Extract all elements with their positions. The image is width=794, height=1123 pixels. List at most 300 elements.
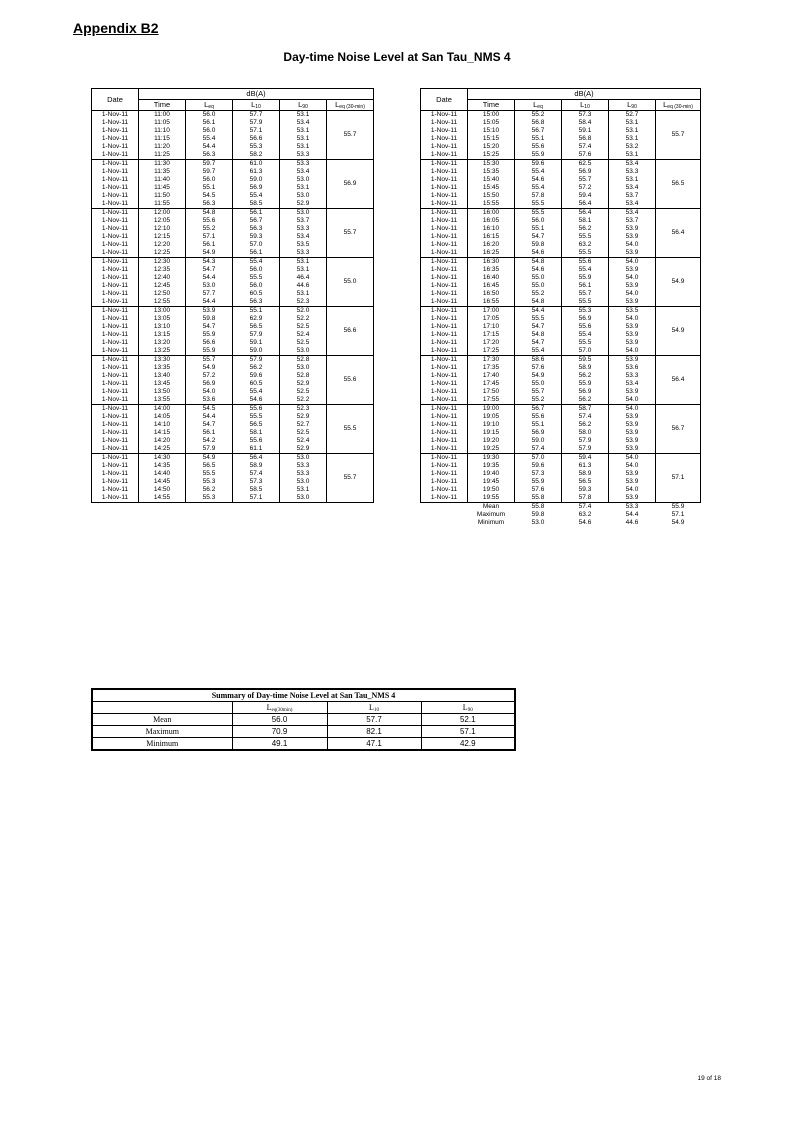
l90-cell: 53.4 bbox=[280, 168, 327, 176]
l90-cell: 52.0 bbox=[280, 307, 327, 316]
l90-cell: 54.0 bbox=[609, 290, 656, 298]
leq30-cell: 55.7 bbox=[656, 111, 701, 160]
leq30-cell: 55.7 bbox=[327, 454, 374, 503]
time-cell: 14:55 bbox=[139, 494, 186, 503]
leq-cell: 55.9 bbox=[515, 478, 562, 486]
leq-cell: 54.6 bbox=[515, 176, 562, 184]
leq-cell: 55.7 bbox=[186, 356, 233, 365]
l90-cell: 53.7 bbox=[609, 217, 656, 225]
leq30-cell: 55.5 bbox=[327, 405, 374, 454]
l90-cell: 52.9 bbox=[280, 445, 327, 454]
table-row bbox=[421, 356, 701, 365]
l10-cell: 57.1 bbox=[233, 494, 280, 503]
leq-cell: 55.3 bbox=[186, 494, 233, 503]
l10-cell: 56.9 bbox=[233, 184, 280, 192]
date-cell: 1-Nov-11 bbox=[421, 454, 468, 463]
l10-header: $L_{10}$ bbox=[562, 100, 609, 111]
leq-cell: 56.1 bbox=[186, 429, 233, 437]
l10-cell: 55.6 bbox=[233, 437, 280, 445]
date-cell: 1-Nov-11 bbox=[421, 388, 468, 396]
leq-cell: 54.7 bbox=[515, 339, 562, 347]
time-cell: 11:30 bbox=[139, 160, 186, 169]
l90-cell: 53.4 bbox=[609, 200, 656, 209]
l90-cell: 53.0 bbox=[280, 209, 327, 218]
time-cell: 16:30 bbox=[468, 258, 515, 267]
date-cell: 1-Nov-11 bbox=[92, 494, 139, 503]
leq-cell: 56.0 bbox=[515, 217, 562, 225]
l90-cell: 53.9 bbox=[609, 331, 656, 339]
leq-cell: 55.9 bbox=[186, 347, 233, 356]
date-cell: 1-Nov-11 bbox=[421, 192, 468, 200]
leq-cell: 56.1 bbox=[186, 119, 233, 127]
l10-cell: 59.1 bbox=[233, 339, 280, 347]
leq-cell: 54.7 bbox=[515, 233, 562, 241]
date-cell: 1-Nov-11 bbox=[421, 111, 468, 120]
l10-cell: 59.4 bbox=[562, 192, 609, 200]
time-cell: 17:35 bbox=[468, 364, 515, 372]
l10-cell: 61.0 bbox=[233, 160, 280, 169]
stats-row bbox=[421, 511, 701, 519]
l10-cell: 58.5 bbox=[233, 486, 280, 494]
l10-cell: 57.4 bbox=[562, 143, 609, 151]
time-cell: 15:00 bbox=[468, 111, 515, 120]
leq-cell: 57.7 bbox=[186, 290, 233, 298]
date-cell: 1-Nov-11 bbox=[92, 331, 139, 339]
leq-cell: 58.6 bbox=[515, 356, 562, 365]
summary-value: 49.1 bbox=[232, 738, 327, 751]
date-cell: 1-Nov-11 bbox=[92, 127, 139, 135]
summary-value: 47.1 bbox=[327, 738, 421, 751]
table-row bbox=[421, 258, 701, 267]
summary-value: 70.9 bbox=[232, 726, 327, 738]
time-cell: 19:45 bbox=[468, 478, 515, 486]
time-cell: 15:30 bbox=[468, 160, 515, 169]
l10-cell: 55.7 bbox=[562, 176, 609, 184]
l10-cell: 56.0 bbox=[233, 266, 280, 274]
leq-cell: 54.5 bbox=[186, 192, 233, 200]
summary-row-minimum bbox=[92, 738, 515, 751]
l90-cell: 52.7 bbox=[609, 111, 656, 120]
date-cell: 1-Nov-11 bbox=[421, 225, 468, 233]
leq-cell: 57.1 bbox=[186, 233, 233, 241]
time-cell: 14:00 bbox=[139, 405, 186, 414]
time-cell: 12:15 bbox=[139, 233, 186, 241]
date-cell: 1-Nov-11 bbox=[92, 307, 139, 316]
date-cell: 1-Nov-11 bbox=[421, 347, 468, 356]
l10-cell: 60.5 bbox=[233, 380, 280, 388]
l10-cell: 59.0 bbox=[233, 176, 280, 184]
time-cell: 13:40 bbox=[139, 372, 186, 380]
date-cell: 1-Nov-11 bbox=[92, 209, 139, 218]
l10-cell: 61.1 bbox=[233, 445, 280, 454]
l90-cell: 53.2 bbox=[609, 143, 656, 151]
leq-cell: 56.6 bbox=[186, 339, 233, 347]
table-row bbox=[421, 405, 701, 414]
l10-cell: 57.9 bbox=[233, 119, 280, 127]
l90-cell: 53.3 bbox=[280, 462, 327, 470]
l10-cell: 54.6 bbox=[233, 396, 280, 405]
leq-cell: 54.7 bbox=[186, 421, 233, 429]
summary-title: Summary of Day-time Noise Level at San Tau_NMS 4 bbox=[92, 689, 515, 702]
l90-cell: 44.6 bbox=[280, 282, 327, 290]
leq-cell: 57.3 bbox=[515, 470, 562, 478]
l10-cell: 57.9 bbox=[562, 445, 609, 454]
l90-cell: 54.0 bbox=[609, 241, 656, 249]
l10-cell: 59.3 bbox=[233, 233, 280, 241]
time-cell: 14:10 bbox=[139, 421, 186, 429]
date-cell: 1-Nov-11 bbox=[421, 143, 468, 151]
time-cell: 12:10 bbox=[139, 225, 186, 233]
l10-cell: 55.5 bbox=[562, 298, 609, 307]
l10-cell: 57.9 bbox=[233, 356, 280, 365]
leq-cell: 55.0 bbox=[515, 274, 562, 282]
leq-cell: 56.0 bbox=[186, 111, 233, 120]
summary-value: 57.1 bbox=[421, 726, 515, 738]
date-cell: 1-Nov-11 bbox=[92, 445, 139, 454]
leq-cell: 56.2 bbox=[186, 486, 233, 494]
leq-cell: 56.3 bbox=[186, 151, 233, 160]
l90-cell: 54.0 bbox=[609, 396, 656, 405]
l10-cell: 61.3 bbox=[562, 462, 609, 470]
date-cell: 1-Nov-11 bbox=[92, 119, 139, 127]
time-cell: 15:50 bbox=[468, 192, 515, 200]
leq-cell: 55.9 bbox=[186, 331, 233, 339]
l10-cell: 56.6 bbox=[233, 135, 280, 143]
date-cell: 1-Nov-11 bbox=[421, 217, 468, 225]
leq-cell: 55.2 bbox=[515, 396, 562, 405]
time-cell: 12:00 bbox=[139, 209, 186, 218]
page-number: 19 of 18 bbox=[697, 1075, 721, 1082]
l90-cell: 53.3 bbox=[280, 151, 327, 160]
time-cell: 13:05 bbox=[139, 315, 186, 323]
l10-cell: 55.3 bbox=[233, 143, 280, 151]
l90-cell: 53.1 bbox=[609, 135, 656, 143]
time-cell: 17:25 bbox=[468, 347, 515, 356]
time-cell: 11:10 bbox=[139, 127, 186, 135]
leq-cell: 59.8 bbox=[186, 315, 233, 323]
leq-cell: 56.1 bbox=[186, 241, 233, 249]
l90-cell: 52.4 bbox=[280, 331, 327, 339]
leq-cell: 54.4 bbox=[186, 413, 233, 421]
l90-cell: 53.9 bbox=[609, 470, 656, 478]
time-cell: 13:35 bbox=[139, 364, 186, 372]
l90-cell: 53.9 bbox=[609, 494, 656, 503]
leq-cell: 57.2 bbox=[186, 372, 233, 380]
date-cell: 1-Nov-11 bbox=[421, 151, 468, 160]
l10-cell: 57.1 bbox=[233, 127, 280, 135]
date-cell: 1-Nov-11 bbox=[421, 429, 468, 437]
l90-cell: 53.0 bbox=[280, 192, 327, 200]
leq-cell: 59.6 bbox=[515, 462, 562, 470]
l10-cell: 57.6 bbox=[562, 151, 609, 160]
l10-cell: 57.7 bbox=[233, 111, 280, 120]
leq30-cell: 55.0 bbox=[327, 258, 374, 307]
leq-cell: 57.0 bbox=[515, 454, 562, 463]
leq-cell: 55.0 bbox=[515, 380, 562, 388]
time-cell: 14:05 bbox=[139, 413, 186, 421]
right-noise-table bbox=[420, 88, 701, 527]
leq-cell: 55.1 bbox=[515, 225, 562, 233]
date-cell: 1-Nov-11 bbox=[421, 494, 468, 503]
summary-value: 57.7 bbox=[327, 714, 421, 726]
l90-cell: 53.9 bbox=[609, 388, 656, 396]
date-cell: 1-Nov-11 bbox=[421, 241, 468, 249]
l10-cell: 57.9 bbox=[562, 437, 609, 445]
l90-cell: 53.1 bbox=[280, 266, 327, 274]
date-cell: 1-Nov-11 bbox=[92, 323, 139, 331]
date-cell: 1-Nov-11 bbox=[421, 168, 468, 176]
date-cell: 1-Nov-11 bbox=[421, 119, 468, 127]
l10-cell: 55.3 bbox=[562, 307, 609, 316]
time-cell: 12:25 bbox=[139, 249, 186, 258]
time-cell: 11:35 bbox=[139, 168, 186, 176]
date-cell: 1-Nov-11 bbox=[421, 470, 468, 478]
l10-cell: 56.3 bbox=[233, 298, 280, 307]
l90-cell: 53.9 bbox=[609, 413, 656, 421]
leq-cell: 55.5 bbox=[515, 315, 562, 323]
time-cell: 13:10 bbox=[139, 323, 186, 331]
leq-header: $L_{eq}$ bbox=[515, 100, 562, 111]
date-cell: 1-Nov-11 bbox=[92, 298, 139, 307]
date-cell: 1-Nov-11 bbox=[92, 241, 139, 249]
leq30-cell: 56.7 bbox=[656, 405, 701, 454]
date-cell: 1-Nov-11 bbox=[92, 388, 139, 396]
time-cell: 15:20 bbox=[468, 143, 515, 151]
time-cell: 12:05 bbox=[139, 217, 186, 225]
l90-cell: 53.9 bbox=[609, 225, 656, 233]
table-row bbox=[92, 356, 374, 365]
leq-cell: 54.0 bbox=[186, 388, 233, 396]
date-cell: 1-Nov-11 bbox=[421, 160, 468, 169]
l90-cell: 54.0 bbox=[609, 462, 656, 470]
summary-label: Mean bbox=[92, 714, 232, 726]
time-cell: 19:10 bbox=[468, 421, 515, 429]
leq-cell: 54.8 bbox=[186, 209, 233, 218]
l90-cell: 53.1 bbox=[609, 119, 656, 127]
l10-cell: 56.2 bbox=[562, 396, 609, 405]
date-cell: 1-Nov-11 bbox=[92, 200, 139, 209]
leq-cell: 56.9 bbox=[515, 429, 562, 437]
l90-cell: 53.4 bbox=[609, 184, 656, 192]
date-cell: 1-Nov-11 bbox=[421, 176, 468, 184]
time-cell: 11:00 bbox=[139, 111, 186, 120]
l90-cell: 53.9 bbox=[609, 478, 656, 486]
leq-cell: 55.1 bbox=[515, 421, 562, 429]
stats-label: Maximum bbox=[476, 511, 506, 518]
time-cell: 12:30 bbox=[139, 258, 186, 267]
time-cell: 16:10 bbox=[468, 225, 515, 233]
leq-cell: 53.0 bbox=[186, 282, 233, 290]
l10-cell: 55.9 bbox=[562, 274, 609, 282]
leq-cell: 55.2 bbox=[515, 290, 562, 298]
time-cell: 12:45 bbox=[139, 282, 186, 290]
leq-cell: 57.6 bbox=[515, 486, 562, 494]
l90-cell: 53.0 bbox=[280, 347, 327, 356]
date-cell: 1-Nov-11 bbox=[421, 200, 468, 209]
l90-cell: 52.9 bbox=[280, 200, 327, 209]
l10-cell: 55.5 bbox=[562, 233, 609, 241]
time-cell: 15:15 bbox=[468, 135, 515, 143]
l90-cell: 53.7 bbox=[609, 192, 656, 200]
leq-cell: 54.4 bbox=[186, 143, 233, 151]
leq-cell: 55.4 bbox=[186, 135, 233, 143]
time-cell: 14:30 bbox=[139, 454, 186, 463]
l90-cell: 52.8 bbox=[280, 372, 327, 380]
leq30-cell: 56.4 bbox=[656, 356, 701, 405]
l90-cell: 53.3 bbox=[609, 168, 656, 176]
summary-label: Minimum bbox=[92, 738, 232, 751]
time-cell: 16:05 bbox=[468, 217, 515, 225]
summary-value: 52.1 bbox=[421, 714, 515, 726]
leq-cell: 54.9 bbox=[186, 364, 233, 372]
time-cell: 16:50 bbox=[468, 290, 515, 298]
leq-cell: 54.2 bbox=[186, 437, 233, 445]
time-cell: 17:20 bbox=[468, 339, 515, 347]
l10-cell: 56.0 bbox=[233, 282, 280, 290]
l10-cell: 55.9 bbox=[562, 380, 609, 388]
time-cell: 19:25 bbox=[468, 445, 515, 454]
date-cell: 1-Nov-11 bbox=[421, 413, 468, 421]
l90-cell: 53.9 bbox=[609, 323, 656, 331]
stats-row bbox=[421, 519, 701, 527]
l10-cell: 59.6 bbox=[233, 372, 280, 380]
table-row bbox=[92, 405, 374, 414]
leq-cell: 56.7 bbox=[515, 127, 562, 135]
leq-cell: 56.5 bbox=[186, 462, 233, 470]
date-cell: 1-Nov-11 bbox=[92, 380, 139, 388]
date-cell: 1-Nov-11 bbox=[92, 478, 139, 486]
l90-cell: 52.2 bbox=[280, 396, 327, 405]
stats-empty bbox=[421, 511, 468, 519]
l90-cell: 52.2 bbox=[280, 315, 327, 323]
time-cell: 14:20 bbox=[139, 437, 186, 445]
l90-cell: 53.9 bbox=[609, 249, 656, 258]
stats-empty bbox=[421, 519, 468, 527]
time-cell: 13:55 bbox=[139, 396, 186, 405]
time-cell: 19:50 bbox=[468, 486, 515, 494]
leq-cell: 57.9 bbox=[186, 445, 233, 454]
date-cell: 1-Nov-11 bbox=[92, 111, 139, 120]
leq-cell: 57.6 bbox=[515, 364, 562, 372]
leq-cell: 54.9 bbox=[186, 249, 233, 258]
date-cell: 1-Nov-11 bbox=[92, 347, 139, 356]
leq30-cell: 55.7 bbox=[327, 209, 374, 258]
date-cell: 1-Nov-11 bbox=[92, 143, 139, 151]
l10-cell: 56.8 bbox=[562, 135, 609, 143]
date-cell: 1-Nov-11 bbox=[92, 454, 139, 463]
dba-header: dB(A) bbox=[468, 89, 701, 100]
leq-cell: 54.7 bbox=[186, 323, 233, 331]
summary-header-leq: $L_{eq(30min)}$ bbox=[232, 702, 327, 714]
leq-cell: 57.4 bbox=[515, 445, 562, 454]
summary-row-mean bbox=[92, 714, 515, 726]
time-cell: 11:15 bbox=[139, 135, 186, 143]
leq30-cell: 56.5 bbox=[656, 160, 701, 209]
time-cell: 13:30 bbox=[139, 356, 186, 365]
leq30-cell: 57.1 bbox=[656, 454, 701, 503]
leq-cell: 55.1 bbox=[186, 184, 233, 192]
date-cell: 1-Nov-11 bbox=[421, 396, 468, 405]
summary-corner bbox=[92, 702, 232, 714]
l10-cell: 57.4 bbox=[233, 470, 280, 478]
date-cell: 1-Nov-11 bbox=[92, 266, 139, 274]
date-cell: 1-Nov-11 bbox=[92, 176, 139, 184]
l10-cell: 59.3 bbox=[562, 486, 609, 494]
l90-cell: 53.0 bbox=[280, 454, 327, 463]
date-header: Date bbox=[92, 89, 139, 111]
date-header: Date bbox=[421, 89, 468, 111]
time-cell: 17:55 bbox=[468, 396, 515, 405]
stats-value: 57.1 bbox=[671, 511, 685, 518]
l10-cell: 56.2 bbox=[233, 364, 280, 372]
time-cell: 19:20 bbox=[468, 437, 515, 445]
time-cell: 17:45 bbox=[468, 380, 515, 388]
l10-cell: 62.5 bbox=[562, 160, 609, 169]
date-cell: 1-Nov-11 bbox=[421, 127, 468, 135]
l90-header: $L_{90}$ bbox=[280, 100, 327, 111]
l90-cell: 53.1 bbox=[280, 135, 327, 143]
time-cell: 11:40 bbox=[139, 176, 186, 184]
l10-cell: 58.9 bbox=[233, 462, 280, 470]
l10-cell: 59.0 bbox=[233, 347, 280, 356]
summary-label: Maximum bbox=[92, 726, 232, 738]
l90-cell: 53.3 bbox=[280, 249, 327, 258]
time-cell: 12:55 bbox=[139, 298, 186, 307]
stats-value: 57.4 bbox=[578, 503, 592, 510]
time-cell: 17:05 bbox=[468, 315, 515, 323]
date-cell: 1-Nov-11 bbox=[421, 380, 468, 388]
table-row bbox=[421, 111, 701, 120]
l10-cell: 55.5 bbox=[562, 249, 609, 258]
l90-cell: 53.0 bbox=[280, 176, 327, 184]
l90-cell: 53.6 bbox=[609, 364, 656, 372]
l90-cell: 52.5 bbox=[280, 429, 327, 437]
leq-cell: 59.0 bbox=[515, 437, 562, 445]
leq-cell: 59.8 bbox=[515, 241, 562, 249]
time-cell: 17:50 bbox=[468, 388, 515, 396]
page-title: Day-time Noise Level at San Tau_NMS 4 bbox=[283, 50, 511, 64]
time-cell: 15:40 bbox=[468, 176, 515, 184]
l90-cell: 52.7 bbox=[280, 421, 327, 429]
l10-cell: 58.2 bbox=[233, 151, 280, 160]
date-cell: 1-Nov-11 bbox=[92, 290, 139, 298]
stats-value: 54.9 bbox=[671, 519, 685, 526]
date-cell: 1-Nov-11 bbox=[421, 331, 468, 339]
time-cell: 16:45 bbox=[468, 282, 515, 290]
table-row bbox=[92, 209, 374, 218]
l10-cell: 56.1 bbox=[562, 282, 609, 290]
leq-cell: 56.7 bbox=[515, 405, 562, 414]
date-cell: 1-Nov-11 bbox=[421, 437, 468, 445]
stats-value: 53.3 bbox=[625, 503, 639, 510]
leq30-header: $L_{eq (30-min)}$ bbox=[656, 100, 701, 111]
table-row bbox=[421, 160, 701, 169]
date-cell: 1-Nov-11 bbox=[421, 478, 468, 486]
date-cell: 1-Nov-11 bbox=[421, 364, 468, 372]
l10-cell: 59.4 bbox=[562, 454, 609, 463]
time-cell: 17:00 bbox=[468, 307, 515, 316]
date-cell: 1-Nov-11 bbox=[92, 413, 139, 421]
l90-cell: 53.1 bbox=[280, 127, 327, 135]
date-cell: 1-Nov-11 bbox=[421, 290, 468, 298]
l90-cell: 54.0 bbox=[609, 274, 656, 282]
l90-cell: 53.0 bbox=[280, 364, 327, 372]
l10-cell: 55.6 bbox=[233, 405, 280, 414]
leq30-cell: 55.7 bbox=[327, 111, 374, 160]
l10-cell: 55.4 bbox=[233, 388, 280, 396]
l90-cell: 53.3 bbox=[280, 225, 327, 233]
leq30-cell: 56.4 bbox=[656, 209, 701, 258]
